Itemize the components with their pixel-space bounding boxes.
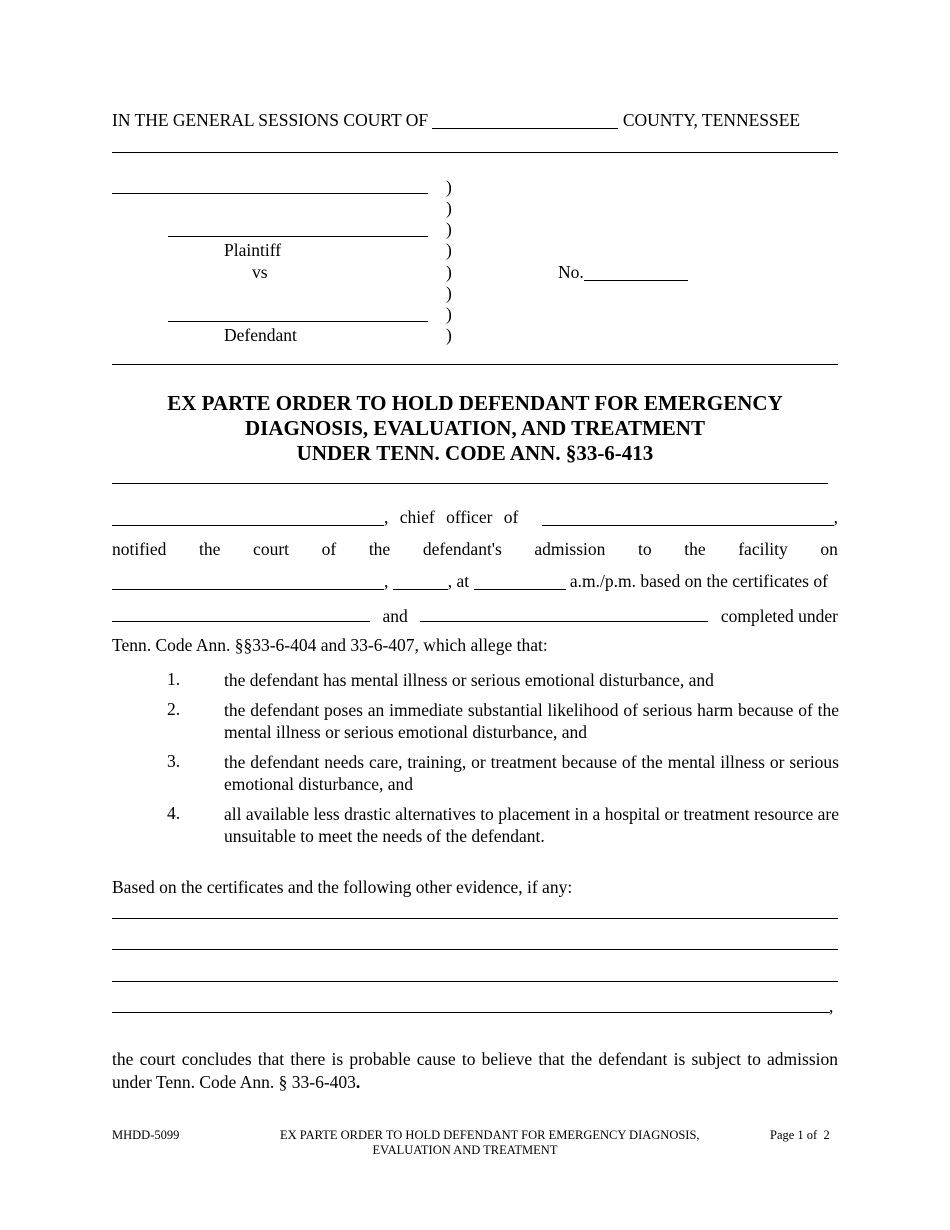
caption-paren: ) bbox=[446, 325, 452, 345]
caption-paren: ) bbox=[446, 304, 452, 324]
allegation-text: the defendant has mental illness or serious emotional disturbance, and bbox=[224, 670, 714, 690]
certificate-1-blank[interactable] bbox=[112, 603, 370, 622]
evidence-line-2[interactable] bbox=[112, 949, 838, 950]
allegation-number: 4. bbox=[167, 803, 181, 823]
caption-paren: ) bbox=[446, 198, 452, 218]
certificates-text: a.m./p.m. based on the certificates of bbox=[569, 571, 828, 591]
header-divider bbox=[112, 152, 838, 153]
court-header-suffix: COUNTY, TENNESSEE bbox=[622, 110, 801, 130]
body-line-2 bbox=[112, 539, 838, 560]
case-number-label: No. bbox=[558, 262, 584, 282]
document-title bbox=[112, 391, 838, 466]
page-number: Page 1 of 2 bbox=[770, 1128, 830, 1142]
title-line-2: DIAGNOSIS, EVALUATION, AND TREATMENT bbox=[245, 416, 705, 440]
completed-under-text: completed under bbox=[720, 605, 838, 626]
word: of bbox=[321, 539, 337, 559]
conclusion-text: the court concludes that there is probable cause to believe that the defendant is subject to admission under Tenn. Code Ann. § 33-6-403 bbox=[112, 1049, 838, 1092]
case-number-blank[interactable] bbox=[584, 263, 688, 282]
body-line-5: Tenn. Code Ann. §§33-6-404 and 33-6-407, which allege that: bbox=[112, 635, 548, 655]
caption-paren: ) bbox=[446, 240, 452, 260]
form-number: MHDD-5099 bbox=[112, 1128, 180, 1142]
allegation-text: the defendant needs care, training, or treatment because of the mental illness or serious emotional disturbance, and bbox=[224, 752, 839, 794]
plaintiff-name-line-2[interactable] bbox=[168, 236, 428, 237]
plaintiff-name-line-1[interactable] bbox=[112, 193, 428, 194]
body-line-3 bbox=[112, 571, 828, 592]
word: notified bbox=[112, 539, 167, 559]
word: facility bbox=[738, 539, 788, 559]
and-text: and bbox=[382, 605, 408, 626]
comma: , bbox=[833, 507, 838, 527]
evidence-line-1[interactable] bbox=[112, 918, 838, 919]
evidence-line-4[interactable] bbox=[112, 1012, 830, 1013]
county-blank[interactable] bbox=[432, 111, 618, 130]
word: defendant's bbox=[422, 539, 502, 559]
allegation-number: 1. bbox=[167, 669, 181, 689]
admission-year-blank[interactable] bbox=[393, 572, 448, 591]
facility-name-blank[interactable] bbox=[542, 508, 834, 527]
chief-officer-name-blank[interactable] bbox=[112, 508, 384, 527]
evidence-trailing-comma: , bbox=[829, 996, 834, 1016]
comma: , bbox=[384, 571, 389, 591]
word: on bbox=[820, 539, 838, 559]
word: admission bbox=[534, 539, 606, 559]
caption-paren: ) bbox=[446, 262, 452, 282]
defendant-label: Defendant bbox=[224, 325, 297, 345]
allegation-number: 3. bbox=[167, 751, 181, 771]
allegation-text: all available less drastic alternatives to placement in a hospital or treatment resource are unsuitable to meet the needs of the defendant. bbox=[224, 804, 839, 846]
footer-title-line-2: EVALUATION AND TREATMENT bbox=[372, 1143, 558, 1157]
title-line-3: UNDER TENN. CODE ANN. §33-6-413 bbox=[296, 441, 654, 465]
word: the bbox=[368, 539, 391, 559]
evidence-line-3[interactable] bbox=[112, 981, 838, 982]
conclusion bbox=[112, 1048, 838, 1094]
allegation-text: the defendant poses an immediate substantial likelihood of serious harm because of the mental illness or serious emotional disturbance, and bbox=[224, 700, 839, 742]
word: to bbox=[637, 539, 652, 559]
at-text: , at bbox=[447, 571, 470, 591]
caption-paren: ) bbox=[446, 219, 452, 239]
court-header-prefix: IN THE GENERAL SESSIONS COURT OF bbox=[112, 110, 429, 130]
plaintiff-label: Plaintiff bbox=[224, 240, 282, 260]
word: the bbox=[199, 539, 221, 559]
caption-paren: ) bbox=[446, 283, 452, 303]
chief-officer-text: , chief officer of bbox=[384, 507, 519, 527]
court-header bbox=[112, 110, 800, 131]
certificate-2-blank[interactable] bbox=[420, 603, 708, 622]
defendant-name-line[interactable] bbox=[168, 321, 428, 322]
word: court bbox=[253, 539, 290, 559]
word: the bbox=[684, 539, 706, 559]
vs-label: vs bbox=[252, 262, 268, 282]
case-number bbox=[558, 262, 688, 283]
admission-time-blank[interactable] bbox=[474, 572, 566, 591]
body-line-4 bbox=[112, 603, 838, 627]
body-line-1 bbox=[112, 507, 838, 528]
admission-date-blank[interactable] bbox=[112, 572, 384, 591]
title-line-1: EX PARTE ORDER TO HOLD DEFENDANT FOR EMERGENCY bbox=[167, 391, 783, 415]
conclusion-period: . bbox=[355, 1072, 361, 1092]
allegation-number: 2. bbox=[167, 699, 181, 719]
caption-divider bbox=[112, 364, 838, 365]
title-divider bbox=[112, 483, 828, 484]
evidence-intro: Based on the certificates and the following other evidence, if any: bbox=[112, 877, 573, 897]
caption-paren: ) bbox=[446, 177, 452, 197]
footer-title-line-1: EX PARTE ORDER TO HOLD DEFENDANT FOR EMERGENCY DIAGNOSIS, bbox=[280, 1128, 700, 1142]
footer-title bbox=[280, 1128, 700, 1158]
